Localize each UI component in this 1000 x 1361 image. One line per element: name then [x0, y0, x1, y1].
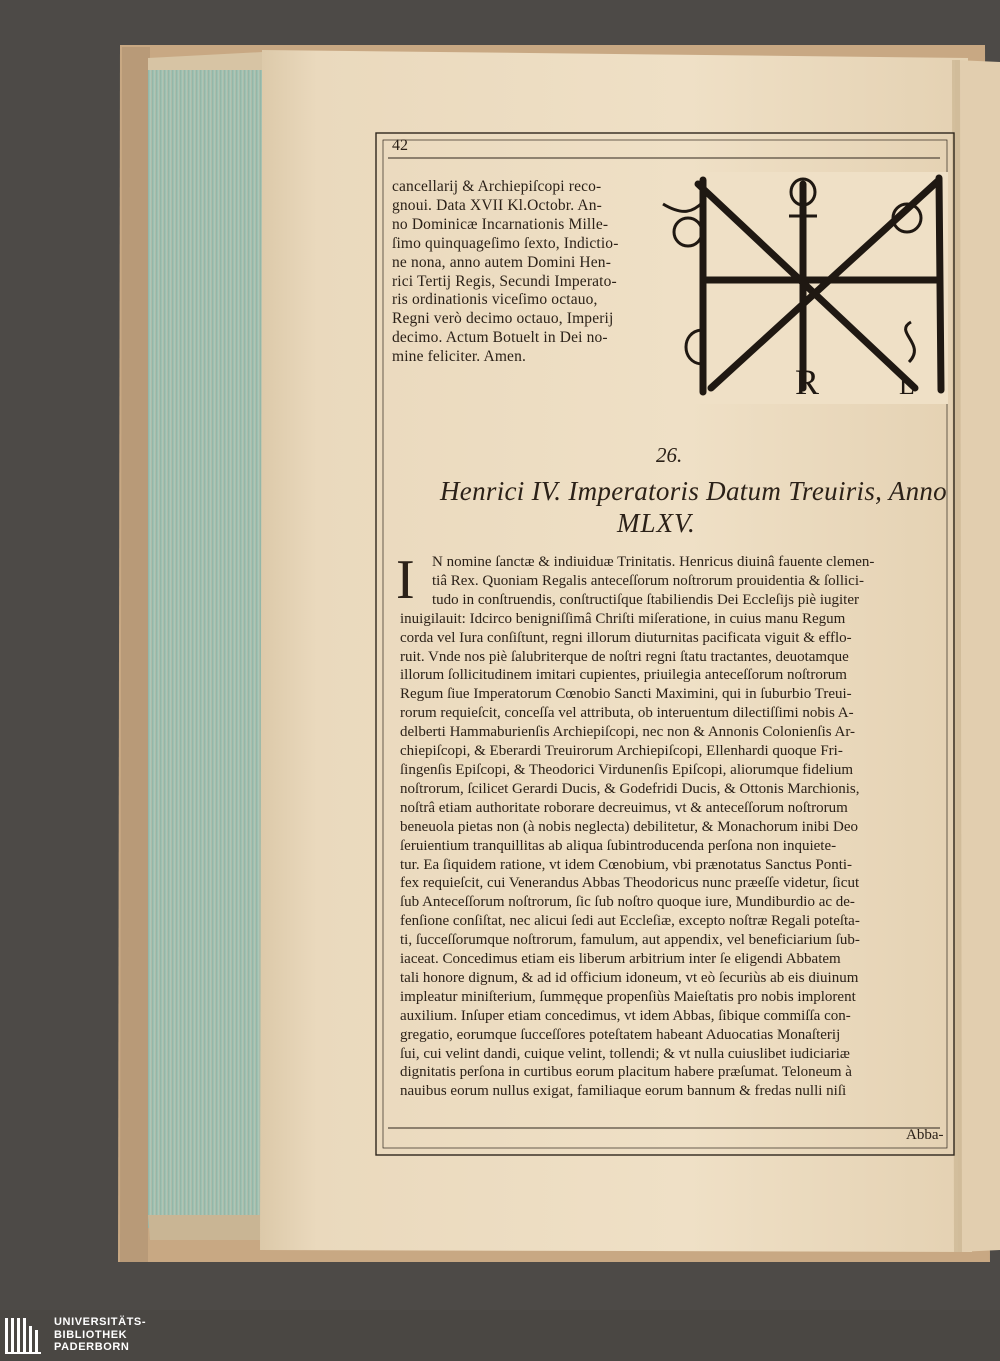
- library-name-line: PADERBORN: [54, 1341, 130, 1353]
- svg-text:R: R: [795, 362, 820, 402]
- library-name-line: UNIVERSITÄTS-: [54, 1316, 147, 1328]
- page-edges: [148, 58, 263, 1228]
- intro-line: cancellarij & Archiepiſcopi reco-: [392, 178, 602, 195]
- body-line: gregatio, eorumque ſucceſſores poteſtatem habeant Aduocatias Monaſterij: [400, 1026, 841, 1043]
- body-line: chiepiſcopi, & Eberardi Treuirorum Archiepiſcopi, Ellenhardi quoque Fri-: [400, 743, 843, 760]
- body-line: noſtrorum, ſcilicet Gerardi Ducis, & Godefridi Ducis, & Ottonis Marchionis,: [400, 780, 860, 797]
- document-title-year: MLXV.: [617, 508, 696, 538]
- body-line: tali honore dignum, & ad id officium idoneum, vt eò ſecuriùs ab eis diuinum: [400, 969, 859, 986]
- intro-line: Regni verò decimo octauo, Imperij: [392, 310, 614, 328]
- library-footer: [0, 1308, 1000, 1361]
- intro-line: rici Tertij Regis, Secundi Imperato-: [392, 272, 617, 290]
- body-line: fex requieſcit, cui Venerandus Abbas Theodoricus nunc præeſſe videtur, ſicut: [400, 875, 860, 892]
- body-line: ti, ſucceſſorumque noſtrorum, famulum, aut appendix, vel beneficiarium ſub-: [400, 932, 860, 949]
- body-line: auxilium. Inſuper etiam concedimus, vt idem Abbas, ſibique commiſſa con-: [400, 1007, 851, 1024]
- library-name-line: BIBLIOTHEK: [54, 1328, 128, 1341]
- document-number: 26.: [656, 443, 683, 467]
- intro-line: no Dominicæ Incarnationis Mille-: [392, 215, 609, 233]
- intro-paragraph: [392, 178, 662, 367]
- intro-line: ne nona, anno autem Domini Hen-: [392, 253, 612, 271]
- body-line: ſeruientium tranquillitas ab aliqua ſubintroducenda perſona non inquiete-: [400, 837, 837, 854]
- intro-line: decimo. Actum Botuelt in Dei no-: [392, 329, 608, 347]
- intro-line: gnoui. Data XVII Kl.Octobr. An-: [392, 196, 602, 214]
- body-line: impleatur miniſterium, ſummęque propenſiùs Maieſtatis pro nobis implorent: [400, 988, 856, 1005]
- document-title: Henrici IV. Imperatoris Datum Treuiris, Anno: [440, 476, 947, 506]
- body-line: illorum ſollicitudinem imitari cupientes, priuilegia anteceſſorum noſtrorum: [400, 667, 847, 684]
- body-line: tur. Ea ſiquidem ratione, vt idem Cœnobium, vbi prænotatus Sanctus Ponti-: [400, 856, 853, 873]
- body-line: ſingenſis Epiſcopi, & Theodorici Virdunenſis Epiſcopi, aliorumque fidelium: [400, 761, 854, 778]
- intro-line: mine feliciter. Amen.: [392, 348, 526, 366]
- body-line: rorum requieſcit, conceſſa vel attributa, ob interuentum dilectiſſimi nobis A-: [400, 705, 854, 722]
- svg-text:L: L: [899, 371, 915, 400]
- body-line: ruit. Vnde nos piè ſalubriterque de noſtri regni ſtatu tractantes, deuotamque: [400, 648, 849, 665]
- page-number: 42: [392, 137, 408, 154]
- body-line: ſui, cui velint dandi, cuique velint, tollendi; & vt nulla cuiuslibet iudiciariæ: [400, 1045, 850, 1062]
- body-line: iaceat. Concedimus etiam eis liberum arbitrium inter ſe eligendi Abbatem: [400, 951, 841, 968]
- body-line: corda vel Iura conſiſtunt, regni illorum diuturnitas pacificata viguit & efflo-: [400, 629, 852, 646]
- body-line: tiâ Rex. Quoniam Regalis anteceſſorum noſtrorum prouidentia & ſollici-: [432, 572, 864, 589]
- catchword: Abba-: [906, 1127, 944, 1143]
- intro-line: ris ordinationis viceſimo octauo,: [392, 291, 598, 309]
- body-line: Regum ſiue Imperatorum Cœnobio Sancti Maximini, qui in ſuburbio Treui-: [400, 686, 852, 703]
- body-line: ſub Anteceſſorum noſtrorum, ſic ſub noſtro quoque iure, Mundiburdio ac de-: [400, 894, 855, 911]
- body-line: N nomine ſanctæ & indiuiduæ Trinitatis. Henricus diuinâ fauente clemen-: [432, 554, 875, 570]
- library-logo-icon: [4, 1316, 48, 1356]
- body-line: inuigilauit: Idcirco benigniſſimâ Chriſti miſeratione, in cuius manu Regum: [400, 610, 846, 627]
- imperial-monogram-icon: [663, 172, 948, 404]
- library-name: [54, 1316, 146, 1354]
- body-line: beneuola pietas non (à nobis neglecta) debilitetur, & Monachorum inibi Deo: [400, 818, 859, 835]
- drop-cap: I: [396, 549, 415, 611]
- body-line: noſtrâ etiam authoritate roborare decreuimus, vt & anteceſſorum noſtrorum: [400, 799, 848, 816]
- body-line: delberti Hammaburienſis Archiepiſcopi, nec non & Annonis Colonienſis Ar-: [400, 724, 856, 741]
- body-line: dignitatis perſona in curtibus eorum placitum habere præſumat. Teloneum à: [400, 1064, 852, 1081]
- document-body: [400, 553, 950, 1101]
- intro-line: ſimo quinquageſimo ſexto, Indictio-: [392, 234, 619, 252]
- body-line: nauibus eorum nullus exigat, familiaque eorum bannum & fredas nulli niſi: [400, 1083, 847, 1100]
- body-line: tudo in conſtruendis, conſtructiſque ſtabiliendis Dei Eccleſijs piè iugiter: [432, 591, 859, 608]
- body-line: fenſione conſiſtat, nec alicui ſedi aut Eccleſiæ, excepto noſtræ Regali poteſta-: [400, 913, 860, 930]
